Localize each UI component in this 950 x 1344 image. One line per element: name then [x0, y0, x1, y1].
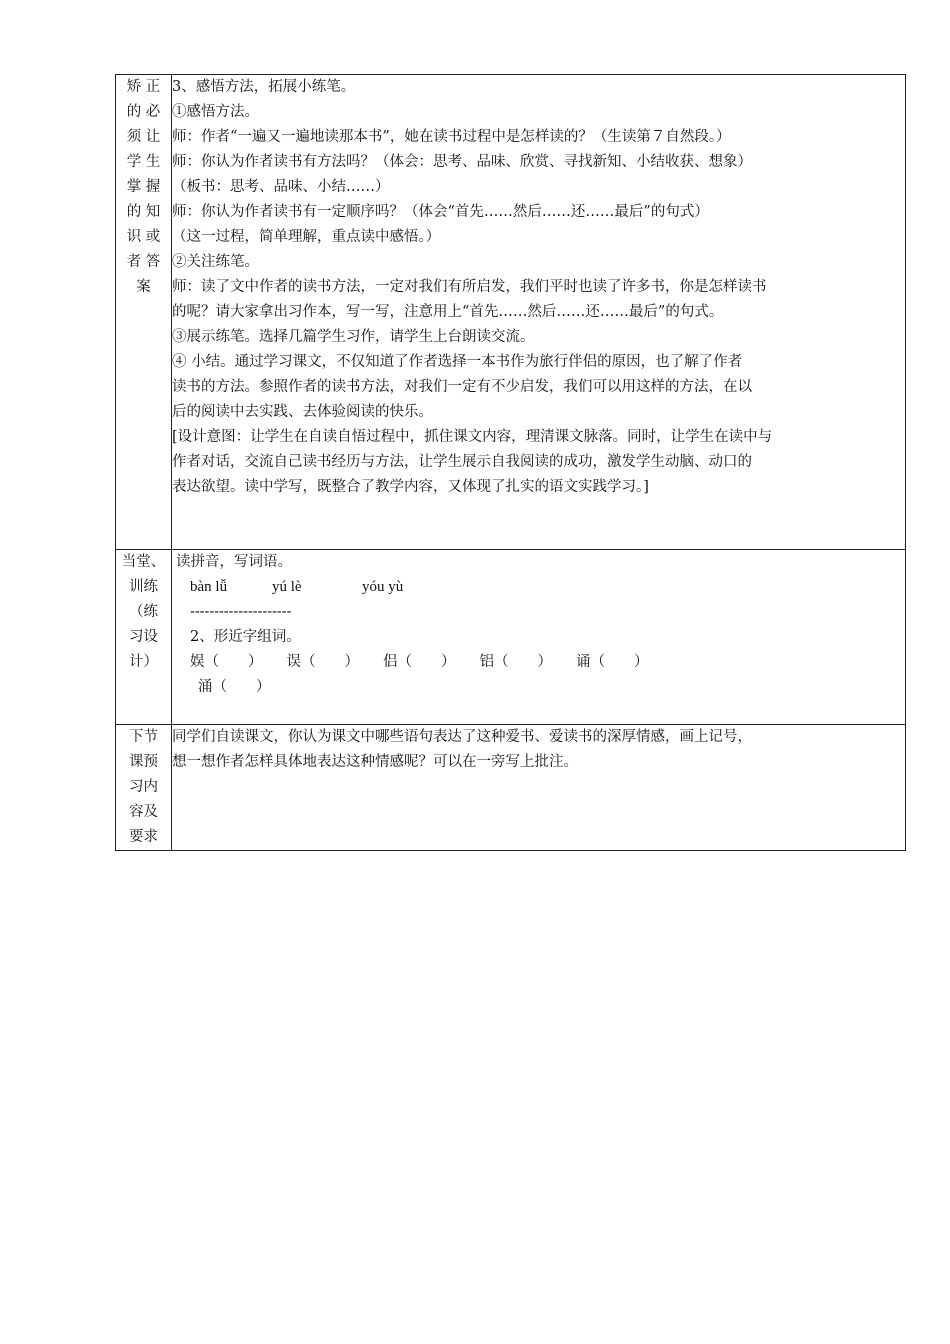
table-row-next-lesson: [116, 725, 906, 851]
row-label-line: 训练: [129, 579, 158, 595]
pinyin-word: yóu yù: [362, 579, 404, 595]
row-label-line: 掌 握: [126, 179, 161, 195]
row-label-line: 课预: [129, 754, 158, 770]
row-label-key-knowledge: [116, 75, 172, 550]
char-item: 诵（ ）: [576, 654, 649, 670]
row-label-line: 矫 正: [126, 79, 161, 95]
row-label-line: 要求: [129, 829, 158, 845]
row-label-practice: [116, 550, 172, 725]
table-row-key-knowledge: [116, 75, 906, 550]
paragraph-line: 后的阅读中去实践、去体验阅读的快乐。: [172, 404, 433, 420]
row-label-line: 者 答: [126, 254, 161, 270]
paragraph-line: [设计意图：让学生在自读自悟过程中，抓住课文内容，理清课文脉落。同时，让学生在读中与: [172, 429, 773, 445]
paragraph-line: 读书的方法。参照作者的读书方法，对我们一定有不少启发，我们可以用这样的方法，在以: [172, 379, 752, 395]
paragraph-line: 的呢？请大家拿出习作本，写一写，注意用上“首先……然后……还……最后”的句式。: [172, 304, 724, 320]
paragraph-line: ③展示练笔。选择几篇学生习作，请学生上台朗读交流。: [172, 329, 535, 345]
row-label-line: 当堂、: [121, 554, 166, 570]
row-label-next-lesson: [116, 725, 172, 851]
answer-dash-line: ---------------------: [190, 604, 292, 620]
row-label-line: 计）: [129, 654, 158, 670]
paragraph-line: 同学们自读课文，你认为课文中哪些语句表达了这种爱书、爱读书的深厚情感，画上记号，: [172, 729, 752, 745]
char-group-row: [176, 650, 905, 675]
paragraph-line: 师：你认为作者读书有方法吗？（体会：思考、品味、欣赏、寻找新知、小结收获、想象）: [172, 154, 752, 170]
table-row-practice: [116, 550, 906, 725]
pinyin-word: bàn lǚ: [190, 579, 228, 595]
row-label-line: 习内: [129, 779, 158, 795]
paragraph-line: ①感悟方法。: [172, 104, 259, 120]
char-item: 误（ ）: [286, 654, 359, 670]
row-content-practice: [172, 550, 906, 725]
row-label-line: 学 生: [126, 154, 161, 170]
char-item: 涌（ ）: [198, 679, 271, 695]
row-label-line: 容及: [129, 804, 158, 820]
row-content-next-lesson: [172, 725, 906, 851]
row-label-line: 须 让: [126, 129, 161, 145]
exercise-title: 2、形近字组词。: [190, 629, 301, 645]
row-label-line: 习设: [129, 629, 158, 645]
char-item: 侣（ ）: [383, 654, 456, 670]
paragraph-line: 师：作者“一遍又一遍地读那本书”，她在读书过程中是怎样读的？（生读第７自然段。）: [172, 129, 731, 145]
paragraph-line: （这一过程，简单理解，重点读中感悟。）: [172, 229, 441, 245]
row-label-line: 识 或: [126, 229, 161, 245]
lesson-plan-table: [115, 74, 906, 851]
paragraph-line: 表达欲望。读中学写，既整合了教学内容，又体现了扎实的语文实践学习。]: [172, 479, 649, 495]
paragraph-line: 3、感悟方法，拓展小练笔。: [172, 79, 356, 95]
pinyin-word: yú lè: [272, 579, 302, 595]
paragraph-line: 想一想作者怎样具体地表达这种情感呢？可以在一旁写上批注。: [172, 754, 578, 770]
row-label-line: 案: [136, 279, 151, 295]
exercise-intro: 读拼音，写词语。: [176, 554, 292, 570]
paragraph-line: （板书：思考、品味、小结……）: [172, 179, 390, 195]
paragraph-line: 师：你认为作者读书有一定顺序吗？（体会“首先……然后……还……最后”的句式）: [172, 204, 709, 220]
paragraph-line: ②关注练笔。: [172, 254, 259, 270]
row-label-line: 的 知: [126, 204, 161, 220]
paragraph-line: 作者对话，交流自己读书经历与方法，让学生展示自我阅读的成功，激发学生动脑、动口的: [172, 454, 752, 470]
char-group-row: [176, 675, 905, 700]
row-label-line: 的 必: [126, 104, 161, 120]
paragraph-line: 师：读了文中作者的读书方法，一定对我们有所启发，我们平时也读了许多书，你是怎样读书: [172, 279, 767, 295]
char-item: 娱（ ）: [190, 654, 263, 670]
paragraph-line: ④ 小结。通过学习课文，不仅知道了作者选择一本书作为旅行伴侣的原因，也了解了作者: [172, 354, 743, 370]
row-content-key-knowledge: [172, 75, 906, 550]
row-label-line: 下节: [129, 729, 158, 745]
row-label-line: （练: [129, 604, 158, 620]
pinyin-row: [176, 575, 905, 600]
char-item: 铝（ ）: [479, 654, 552, 670]
